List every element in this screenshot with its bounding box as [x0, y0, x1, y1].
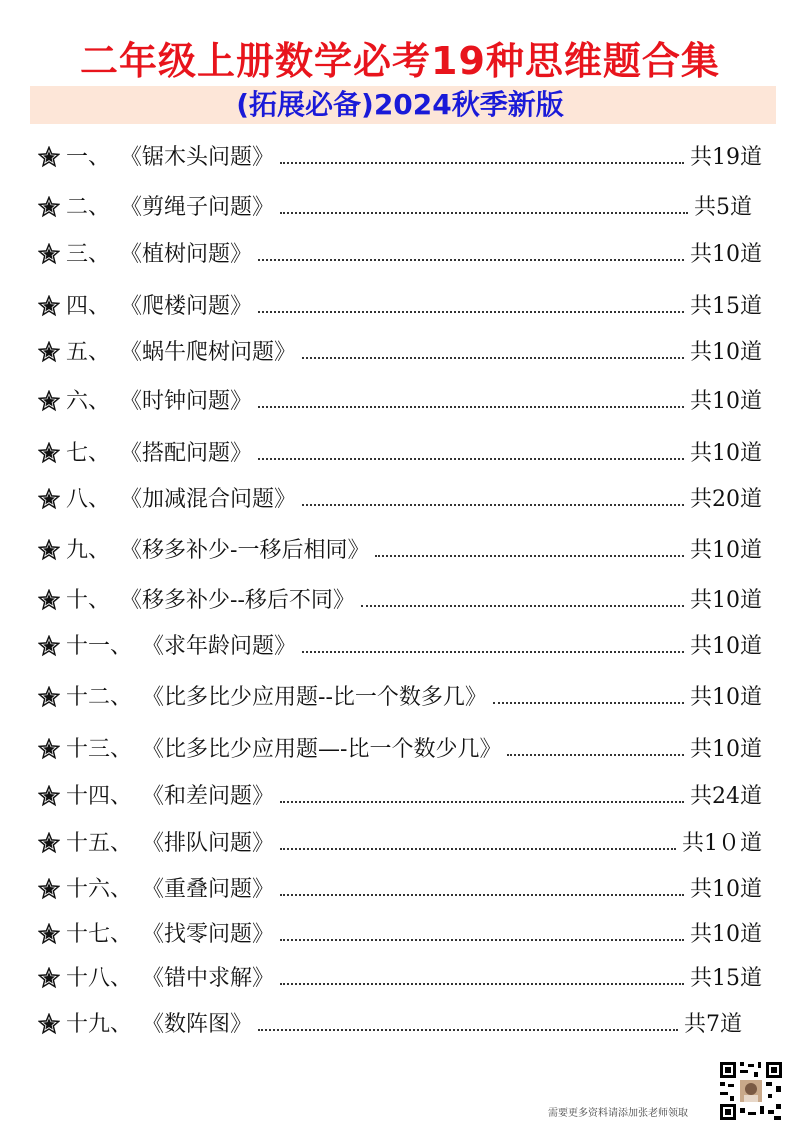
- leader-dots: [280, 160, 684, 164]
- star-icon: [38, 146, 62, 170]
- item-number: 八、: [66, 487, 111, 512]
- item-number: 二、: [66, 195, 111, 220]
- toc-row: [38, 437, 762, 471]
- item-count: 共19道: [690, 145, 762, 170]
- star-icon: [38, 442, 62, 466]
- item-count: 共10道: [690, 737, 762, 762]
- item-topic: 《爬楼问题》: [120, 294, 253, 319]
- item-topic: 《重叠问题》: [142, 877, 275, 902]
- item-topic: 《找零问题》: [142, 922, 275, 947]
- leader-dots: [302, 502, 684, 506]
- star-icon: [38, 635, 62, 659]
- item-number: 十三、: [66, 737, 133, 762]
- item-number: 十八、: [66, 966, 133, 991]
- toc-row: [38, 534, 762, 568]
- item-count: 共10道: [690, 588, 762, 613]
- toc-row: [38, 780, 762, 814]
- item-number: 一、: [66, 145, 111, 170]
- toc-row: [38, 336, 762, 370]
- item-count: 共20道: [690, 487, 762, 512]
- footer-note: 需要更多资料请添加张老师领取: [548, 1108, 688, 1119]
- toc-row: [38, 873, 762, 907]
- star-icon: [38, 967, 62, 991]
- star-icon: [38, 1013, 62, 1037]
- leader-dots: [302, 649, 684, 653]
- item-number: 十二、: [66, 685, 133, 710]
- item-number: 十六、: [66, 877, 133, 902]
- item-count: 共10道: [690, 685, 762, 710]
- leader-dots: [280, 799, 684, 803]
- item-topic: 《搭配问题》: [120, 441, 253, 466]
- item-number: 十九、: [66, 1012, 133, 1037]
- leader-dots: [280, 981, 684, 985]
- leader-dots: [258, 456, 684, 460]
- item-number: 十七、: [66, 922, 133, 947]
- item-count: 共10道: [690, 538, 762, 563]
- item-number: 十、: [66, 588, 111, 613]
- star-icon: [38, 686, 62, 710]
- leader-dots: [507, 752, 684, 756]
- item-count: 共10道: [690, 922, 762, 947]
- toc-row: [38, 385, 762, 419]
- item-topic: 《移多补少--移后不同》: [120, 588, 355, 613]
- star-icon: [38, 878, 62, 902]
- item-count: 共10道: [690, 634, 762, 659]
- leader-dots: [258, 257, 684, 261]
- star-icon: [38, 295, 62, 319]
- item-number: 十一、: [66, 634, 133, 659]
- page-title: 二年级上册数学必考19种思维题合集: [80, 39, 720, 83]
- star-icon: [38, 738, 62, 762]
- item-topic: 《和差问题》: [142, 784, 275, 809]
- toc-row: [38, 238, 762, 272]
- item-number: 七、: [66, 441, 111, 466]
- item-topic: 《时钟问题》: [120, 389, 253, 414]
- item-count: 共1０道: [682, 831, 762, 856]
- star-icon: [38, 488, 62, 512]
- item-number: 十四、: [66, 784, 133, 809]
- toc-row: [38, 733, 762, 767]
- item-topic: 《数阵图》: [142, 1012, 253, 1037]
- item-count: 共10道: [690, 389, 762, 414]
- item-topic: 《比多比少应用题—-比一个数少几》: [142, 737, 502, 762]
- item-count: 共10道: [690, 340, 762, 365]
- item-topic: 《蜗牛爬树问题》: [120, 340, 297, 365]
- leader-dots: [302, 355, 684, 359]
- item-topic: 《错中求解》: [142, 966, 275, 991]
- toc-row: [38, 827, 762, 861]
- item-count: 共15道: [690, 294, 762, 319]
- leader-dots: [375, 553, 684, 557]
- toc-row: [38, 191, 752, 225]
- item-number: 四、: [66, 294, 111, 319]
- item-count: 共10道: [690, 877, 762, 902]
- item-number: 十五、: [66, 831, 133, 856]
- leader-dots: [280, 846, 676, 850]
- star-icon: [38, 341, 62, 365]
- item-topic: 《植树问题》: [120, 242, 253, 267]
- item-number: 五、: [66, 340, 111, 365]
- star-icon: [38, 390, 62, 414]
- toc-row: [38, 584, 762, 618]
- item-number: 九、: [66, 538, 111, 563]
- item-count: 共15道: [690, 966, 762, 991]
- item-count: 共7道: [684, 1012, 742, 1037]
- item-number: 六、: [66, 389, 111, 414]
- item-count: 共24道: [690, 784, 762, 809]
- leader-dots: [493, 700, 684, 704]
- star-icon: [38, 785, 62, 809]
- star-icon: [38, 589, 62, 613]
- leader-dots: [258, 309, 684, 313]
- leader-dots: [280, 210, 688, 214]
- toc-row: [38, 141, 762, 175]
- page-subtitle: (拓展必备)2024秋季新版: [236, 88, 564, 121]
- star-icon: [38, 196, 62, 220]
- leader-dots: [258, 404, 684, 408]
- toc-row: [38, 483, 762, 517]
- item-topic: 《锯木头问题》: [120, 145, 275, 170]
- item-count: 共10道: [690, 441, 762, 466]
- star-icon: [38, 832, 62, 856]
- toc-row: [38, 681, 762, 715]
- item-topic: 《比多比少应用题--比一个数多几》: [142, 685, 487, 710]
- toc-row: [38, 918, 762, 952]
- item-topic: 《加减混合问题》: [120, 487, 297, 512]
- toc-row: [38, 630, 762, 664]
- item-topic: 《求年龄问题》: [142, 634, 297, 659]
- leader-dots: [280, 937, 684, 941]
- star-icon: [38, 243, 62, 267]
- item-number: 三、: [66, 242, 111, 267]
- item-count: 共10道: [690, 242, 762, 267]
- qr-code-icon: [718, 1060, 784, 1122]
- leader-dots: [361, 603, 684, 607]
- leader-dots: [258, 1027, 678, 1031]
- item-count: 共5道: [694, 195, 752, 220]
- star-icon: [38, 923, 62, 947]
- toc-row: [38, 1008, 742, 1042]
- star-icon: [38, 539, 62, 563]
- item-topic: 《移多补少-一移后相同》: [120, 538, 370, 563]
- item-topic: 《排队问题》: [142, 831, 275, 856]
- toc-row: [38, 290, 762, 324]
- leader-dots: [280, 892, 684, 896]
- item-topic: 《剪绳子问题》: [120, 195, 275, 220]
- toc-row: [38, 962, 762, 996]
